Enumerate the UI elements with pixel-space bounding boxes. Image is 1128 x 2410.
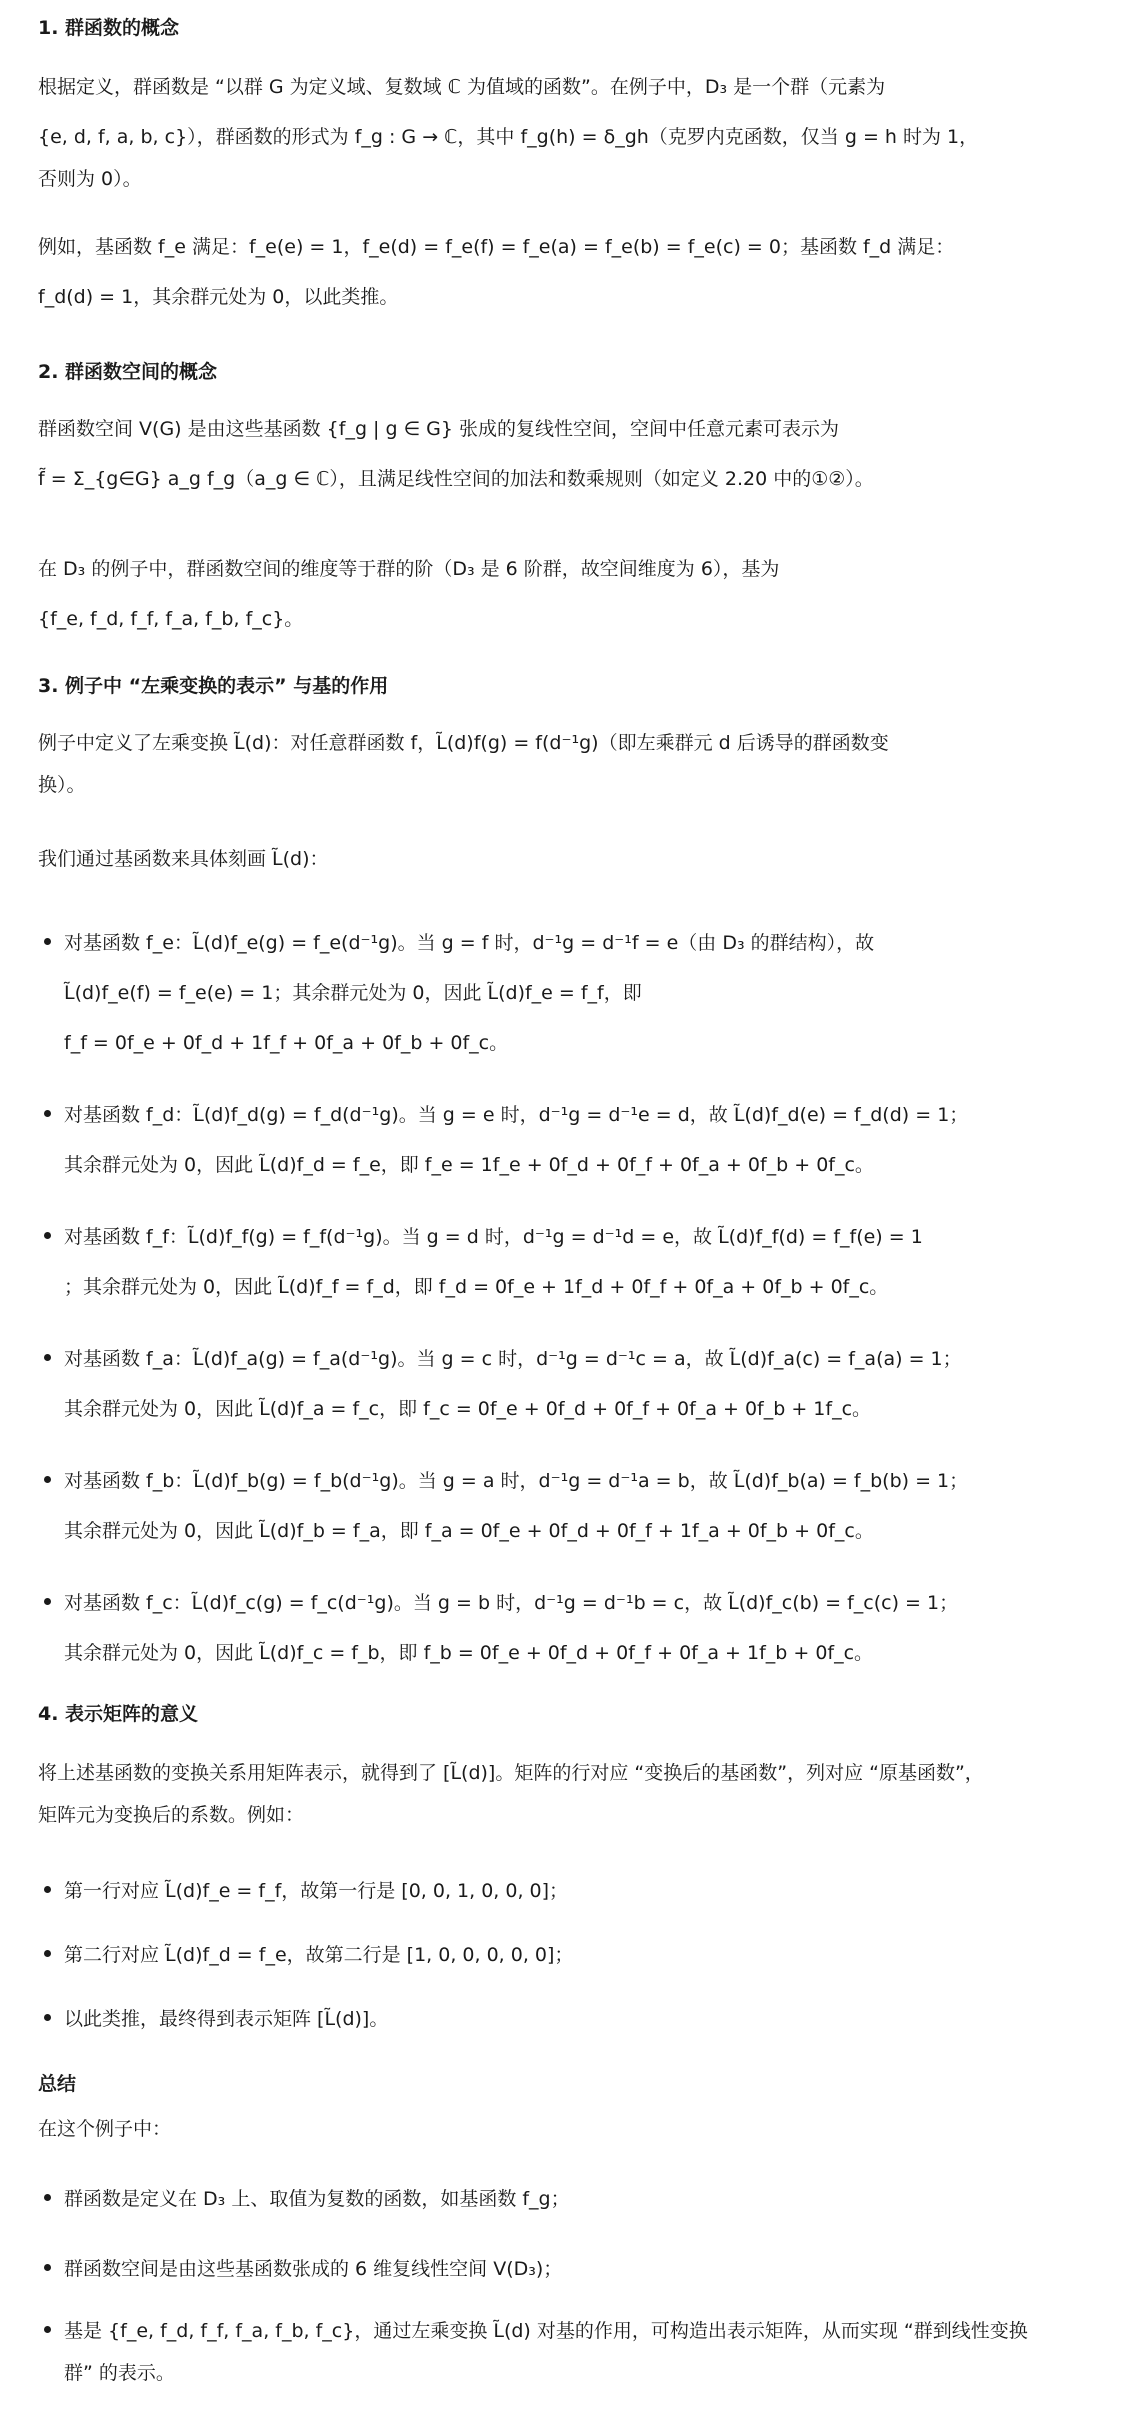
text-line: {f_e, f_d, f_f, f_a, f_b, f_c}。 — [38, 608, 304, 630]
bullet-icon — [44, 1232, 51, 1239]
text-line: 换）。 — [38, 774, 86, 796]
bullet-icon — [44, 1598, 51, 1605]
bullet-icon — [44, 1950, 51, 1957]
text-line: L̃(d)f_e(f) = f_e(e) = 1；其余群元处为 0，因此 L̃(d)f_e = f_f，即 — [64, 982, 642, 1004]
list-item — [38, 1334, 1094, 1434]
text-line: 基是 {f_e, f_d, f_f, f_a, f_b, f_c}，通过左乘变换 L̃(d) 对基的作用，可构造出表示矩阵，从而实现 “群到线性变换 — [64, 2320, 1028, 2342]
text-line: 第一行对应 L̃(d)f_e = f_f，故第一行是 [0, 0, 1, 0, 0, 0]； — [64, 1880, 569, 1902]
text-line: 对基函数 f_d：L̃(d)f_d(g) = f_d(d⁻¹g)。当 g = e 时，d⁻¹g = d⁻¹e = d，故 L̃(d)f_d(e) = f_d(d) = 1； — [64, 1104, 969, 1126]
text-line: 矩阵元为变换后的系数。例如： — [38, 1804, 305, 1826]
list-item — [38, 918, 1094, 1068]
text-line: 对基函数 f_f：L̃(d)f_f(g) = f_f(d⁻¹g)。当 g = d 时，d⁻¹g = d⁻¹d = e，故 L̃(d)f_f(d) = f_f(e) = 1 — [64, 1226, 923, 1248]
list-item — [38, 1930, 1094, 1980]
list-item — [38, 1866, 1094, 1916]
bullet-icon — [44, 2194, 51, 2201]
section-2-heading: 2. 群函数空间的概念 — [38, 361, 218, 383]
section-4-paragraph-1 — [38, 1748, 1094, 1832]
bullet-icon — [44, 2326, 51, 2333]
summary-heading: 总结 — [38, 2073, 77, 2095]
text-line: 对基函数 f_b：L̃(d)f_b(g) = f_b(d⁻¹g)。当 g = a 时，d⁻¹g = d⁻¹a = b，故 L̃(d)f_b(a) = f_b(b) = 1； — [64, 1470, 969, 1492]
bullet-icon — [44, 1110, 51, 1117]
text-line: f_d(d) = 1，其余群元处为 0，以此类推。 — [38, 286, 399, 308]
list-item — [38, 1212, 1094, 1312]
bullet-icon — [44, 1886, 51, 1893]
text-line: 群函数是定义在 D₃ 上、取值为复数的函数，如基函数 f_g； — [64, 2188, 570, 2210]
bullet-icon — [44, 1354, 51, 1361]
list-item — [38, 2174, 1094, 2224]
bullet-icon — [44, 1476, 51, 1483]
list-item — [38, 1994, 1094, 2044]
bullet-icon — [44, 2264, 51, 2271]
text-line: 对基函数 f_e：L̃(d)f_e(g) = f_e(d⁻¹g)。当 g = f 时，d⁻¹g = d⁻¹f = e（由 D₃ 的群结构），故 — [64, 932, 875, 954]
text-line: 其余群元处为 0，因此 L̃(d)f_a = f_c，即 f_c = 0f_e + 0f_d + 0f_f + 0f_a + 0f_b + 1f_c。 — [64, 1398, 872, 1420]
text-line: ；其余群元处为 0，因此 L̃(d)f_f = f_d，即 f_d = 0f_e + 1f_d + 0f_f + 0f_a + 0f_b + 0f_c。 — [64, 1276, 889, 1298]
text-line: 例子中定义了左乘变换 L̃(d)：对任意群函数 f，L̃(d)f(g) = f(d⁻¹g)（即左乘群元 d 后诱导的群函数变 — [38, 732, 889, 754]
text-line: 否则为 0）。 — [38, 168, 142, 190]
list-item — [38, 1090, 1094, 1190]
list-item — [38, 2244, 1094, 2294]
summary-intro: 在这个例子中： — [38, 2118, 172, 2140]
section-3-heading: 3. 例子中 “左乘变换的表示” 与基的作用 — [38, 675, 389, 697]
text-line: 其余群元处为 0，因此 L̃(d)f_d = f_e，即 f_e = 1f_e + 0f_d + 0f_f + 0f_a + 0f_b + 0f_c。 — [64, 1154, 874, 1176]
text-line: 其余群元处为 0，因此 L̃(d)f_c = f_b，即 f_b = 0f_e + 0f_d + 0f_f + 0f_a + 1f_b + 0f_c。 — [64, 1642, 874, 1664]
section-1-paragraph-1 — [38, 62, 1094, 196]
section-1-heading: 1. 群函数的概念 — [38, 17, 180, 39]
text-line: f_f = 0f_e + 0f_d + 1f_f + 0f_a + 0f_b + 0f_c。 — [64, 1032, 509, 1054]
text-line: f̃ = Σ_{g∈G} a_g f_g（a_g ∈ ℂ），且满足线性空间的加法和数乘规则（如定义 2.20 中的①②）。 — [38, 468, 874, 490]
section-3-paragraph-2: 我们通过基函数来具体刻画 L̃(d)： — [38, 848, 329, 870]
text-line: 群” 的表示。 — [64, 2362, 175, 2384]
section-4-heading: 4. 表示矩阵的意义 — [38, 1703, 199, 1725]
section-2-paragraph-1 — [38, 404, 1094, 504]
text-line: 根据定义，群函数是 “以群 G 为定义域、复数域 ℂ 为值域的函数”。在例子中，D₃ 是一个群（元素为 — [38, 76, 886, 98]
bullet-icon — [44, 2014, 51, 2021]
text-line: 将上述基函数的变换关系用矩阵表示，就得到了 [L̃(d)]。矩阵的行对应 “变换后的基函数”，列对应 “原基函数”， — [38, 1762, 984, 1784]
text-line: 以此类推，最终得到表示矩阵 [L̃(d)]。 — [64, 2008, 389, 2030]
text-line: 第二行对应 L̃(d)f_d = f_e，故第二行是 [1, 0, 0, 0, 0, 0]； — [64, 1944, 574, 1966]
list-item — [38, 1578, 1094, 1678]
text-line: 其余群元处为 0，因此 L̃(d)f_b = f_a，即 f_a = 0f_e + 0f_d + 0f_f + 1f_a + 0f_b + 0f_c。 — [64, 1520, 874, 1542]
section-1-paragraph-2 — [38, 222, 1094, 322]
list-item — [38, 2306, 1094, 2390]
text-line: {e, d, f, a, b, c}），群函数的形式为 f_g : G → ℂ，其中 f_g(h) = δ_gh（克罗内克函数，仅当 g = h 时为 1， — [38, 126, 979, 148]
text-line: 对基函数 f_c：L̃(d)f_c(g) = f_c(d⁻¹g)。当 g = b 时，d⁻¹g = d⁻¹b = c，故 L̃(d)f_c(b) = f_c(c) = 1； — [64, 1592, 959, 1614]
text-line: 例如，基函数 f_e 满足：f_e(e) = 1，f_e(d) = f_e(f) = f_e(a) = f_e(b) = f_e(c) = 0；基函数 f_d 满足： — [38, 236, 955, 258]
text-line: 群函数空间 V(G) 是由这些基函数 {f_g | g ∈ G} 张成的复线性空间，空间中任意元素可表示为 — [38, 418, 840, 440]
text-line: 在 D₃ 的例子中，群函数空间的维度等于群的阶（D₃ 是 6 阶群，故空间维度为 6），基为 — [38, 558, 780, 580]
list-item — [38, 1456, 1094, 1556]
text-line: 群函数空间是由这些基函数张成的 6 维复线性空间 V(D₃)； — [64, 2258, 563, 2280]
text-line: 对基函数 f_a：L̃(d)f_a(g) = f_a(d⁻¹g)。当 g = c 时，d⁻¹g = d⁻¹c = a，故 L̃(d)f_a(c) = f_a(a) = 1； — [64, 1348, 962, 1370]
section-3-paragraph-1 — [38, 718, 1094, 802]
section-2-paragraph-2 — [38, 544, 1094, 644]
bullet-icon — [44, 938, 51, 945]
